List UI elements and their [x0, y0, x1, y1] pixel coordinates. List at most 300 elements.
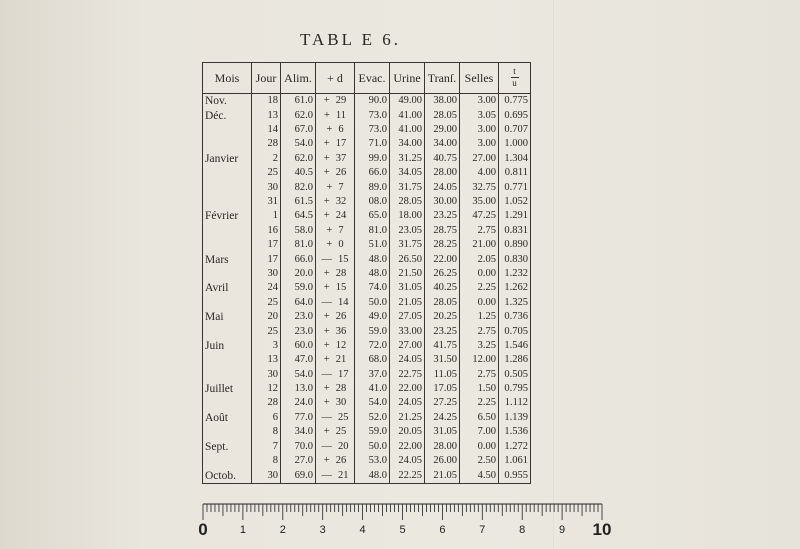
cell-alim: 24.0	[281, 396, 316, 410]
cell-sign: —	[321, 368, 332, 380]
table-row	[203, 425, 530, 439]
cell-sign: +	[326, 124, 333, 136]
cell-evac: 52.0	[355, 411, 390, 425]
cell-mois: Mars	[205, 253, 229, 266]
cell-urine: 24.05	[390, 454, 425, 468]
cell-urine: 21.25	[390, 411, 425, 425]
cell-selles: 1.50	[460, 382, 499, 396]
cell-sign: +	[326, 224, 333, 236]
cell-d: 37	[335, 152, 347, 164]
cell-alim: 34.0	[281, 425, 316, 439]
cell-jour: 2	[252, 152, 281, 166]
cell-alim: 47.0	[281, 353, 316, 367]
cell-sign: +	[323, 210, 330, 222]
cell-urine: 22.00	[390, 439, 425, 453]
cell-ratio: 0.830	[499, 252, 531, 266]
cell-mois: Avril	[205, 282, 229, 295]
cell-jour: 17	[252, 252, 281, 266]
page-fold	[553, 0, 555, 549]
header-transpiration: Tranſ.	[425, 63, 460, 94]
cell-jour: 28	[252, 396, 281, 410]
cell-mois	[203, 166, 252, 180]
cell-difference	[316, 224, 355, 238]
cell-jour: 13	[252, 108, 281, 122]
ruler-ticks	[200, 500, 605, 522]
cell-transp: 11.05	[425, 368, 460, 382]
cell-transp: 29.00	[425, 123, 460, 137]
cell-d: 15	[335, 282, 347, 294]
cell-evac: 73.0	[355, 123, 390, 137]
cell-mois	[203, 296, 252, 310]
table-row	[203, 382, 530, 396]
cell-evac: 53.0	[355, 454, 390, 468]
cell-urine: 41.00	[390, 108, 425, 122]
cell-mois	[203, 396, 252, 410]
cell-jour: 16	[252, 224, 281, 238]
cell-transp: 24.25	[425, 411, 460, 425]
cell-difference	[316, 267, 355, 281]
cell-transp: 28.25	[425, 238, 460, 252]
table-row	[203, 339, 530, 353]
cell-urine: 27.05	[390, 310, 425, 324]
cell-selles: 3.25	[460, 339, 499, 353]
cell-alim: 58.0	[281, 224, 316, 238]
cell-d: 20	[338, 440, 349, 452]
ruler-label: 8	[519, 524, 526, 536]
cell-transp: 30.00	[425, 195, 460, 209]
ruler-label: 9	[559, 524, 566, 536]
cell-evac: 68.0	[355, 353, 390, 367]
cell-jour: 6	[252, 411, 281, 425]
cell-transp: 40.75	[425, 152, 460, 166]
cell-mois: Nov.	[205, 95, 227, 108]
cell-evac: 73.0	[355, 108, 390, 122]
cell-transp: 24.05	[425, 180, 460, 194]
cell-mois: Février	[205, 210, 239, 223]
cell-transp: 34.00	[425, 137, 460, 151]
cell-transp: 26.25	[425, 267, 460, 281]
cell-sign: +	[326, 239, 333, 251]
cell-selles: 6.50	[460, 411, 499, 425]
cell-d: 24	[335, 210, 347, 222]
cell-selles: 3.05	[460, 108, 499, 122]
cell-ratio: 1.262	[499, 281, 531, 295]
cell-d: 14	[338, 296, 349, 308]
cell-urine: 33.00	[390, 324, 425, 338]
cell-jour: 3	[252, 339, 281, 353]
cell-d: 15	[338, 253, 349, 265]
data-table	[203, 63, 530, 483]
cell-urine: 20.05	[390, 425, 425, 439]
cell-evac: 71.0	[355, 137, 390, 151]
cell-transp: 28.00	[425, 166, 460, 180]
cell-transp: 28.05	[425, 108, 460, 122]
cell-selles: 2.25	[460, 396, 499, 410]
table-body	[203, 94, 530, 484]
cell-alim: 81.0	[281, 238, 316, 252]
cell-ratio: 0.831	[499, 224, 531, 238]
cell-sign: —	[321, 411, 332, 423]
cell-mois	[203, 238, 252, 252]
cell-selles: 27.00	[460, 152, 499, 166]
cell-difference	[316, 209, 355, 223]
cell-mois: Juillet	[205, 383, 234, 396]
cell-transp: 31.05	[425, 425, 460, 439]
cell-sign: +	[323, 397, 330, 409]
cell-jour: 30	[252, 468, 281, 483]
cell-sign: +	[323, 383, 330, 395]
cell-transp: 23.25	[425, 209, 460, 223]
table-row	[203, 411, 530, 425]
cell-d: 32	[335, 196, 347, 207]
cell-d: 11	[335, 109, 347, 121]
cell-mois: Déc.	[205, 109, 227, 122]
cell-alim: 77.0	[281, 411, 316, 425]
cell-jour: 25	[252, 324, 281, 338]
cell-selles: 47.25	[460, 209, 499, 223]
cell-urine: 24.05	[390, 353, 425, 367]
cell-alim: 54.0	[281, 137, 316, 151]
cell-ratio: 0.890	[499, 238, 531, 252]
cell-selles: 2.75	[460, 224, 499, 238]
cell-ratio: 0.695	[499, 108, 531, 122]
cell-d: 12	[335, 339, 347, 351]
cell-sign: +	[323, 325, 330, 337]
cell-jour: 24	[252, 281, 281, 295]
table-row	[203, 166, 530, 180]
cell-transp: 22.00	[425, 252, 460, 266]
cell-alim: 62.0	[281, 108, 316, 122]
cell-urine: 31.75	[390, 238, 425, 252]
cell-ratio: 1.546	[499, 339, 531, 353]
cell-d: 28	[335, 267, 347, 279]
header-evac: Evac.	[355, 63, 390, 94]
cell-ratio: 1.291	[499, 209, 531, 223]
cell-d: 30	[335, 397, 347, 409]
cell-ratio: 0.811	[499, 166, 531, 180]
cell-jour: 1	[252, 209, 281, 223]
cell-evac: 48.0	[355, 468, 390, 483]
cell-d: 25	[335, 426, 347, 438]
table-row	[203, 123, 530, 137]
cell-mois	[203, 454, 252, 468]
cell-alim: 40.5	[281, 166, 316, 180]
cell-mois: Juin	[205, 339, 225, 352]
cell-mois: Octob.	[205, 469, 236, 482]
cell-ratio: 1.232	[499, 267, 531, 281]
table-row	[203, 252, 530, 266]
cell-alim: 27.0	[281, 454, 316, 468]
cell-d: 17	[338, 368, 349, 380]
cell-d: 21	[335, 354, 347, 366]
cell-ratio: 1.304	[499, 152, 531, 166]
cell-difference	[316, 281, 355, 295]
cell-alim: 20.0	[281, 267, 316, 281]
cell-mois	[203, 425, 252, 439]
cell-alim: 23.0	[281, 324, 316, 338]
cell-ratio: 1.536	[499, 425, 531, 439]
cell-selles: 21.00	[460, 238, 499, 252]
cell-evac: 74.0	[355, 281, 390, 295]
cell-alim: 61.5	[281, 195, 316, 209]
cell-selles: 2.25	[460, 281, 499, 295]
cell-transp: 27.25	[425, 396, 460, 410]
cell-jour: 7	[252, 439, 281, 453]
cell-alim: 66.0	[281, 252, 316, 266]
cell-transp: 28.05	[425, 296, 460, 310]
cell-difference	[316, 180, 355, 194]
cell-sign: +	[323, 455, 330, 467]
table-row	[203, 238, 530, 252]
cell-alim: 54.0	[281, 368, 316, 382]
cell-d: 7	[338, 181, 344, 193]
cell-mois	[203, 267, 252, 281]
cell-evac: 50.0	[355, 439, 390, 453]
cell-urine: 34.00	[390, 137, 425, 151]
cell-difference	[316, 324, 355, 338]
table-row	[203, 152, 530, 166]
cell-mois: Août	[205, 411, 228, 424]
cell-difference	[316, 238, 355, 252]
cell-ratio: 1.000	[499, 137, 531, 151]
cell-sign: +	[323, 426, 330, 438]
cell-urine: 23.05	[390, 224, 425, 238]
cell-d: 28	[335, 383, 347, 395]
cell-d: 26	[335, 167, 347, 179]
ruler-label: 7	[479, 524, 486, 536]
cell-difference	[316, 468, 355, 483]
cell-sign: +	[323, 152, 330, 164]
cell-sign: —	[321, 253, 332, 265]
table-row	[203, 180, 530, 194]
table-row	[203, 267, 530, 281]
cell-selles: 12.00	[460, 353, 499, 367]
table-row	[203, 396, 530, 410]
cell-selles: 32.75	[460, 180, 499, 194]
cell-ratio: 1.052	[499, 195, 531, 209]
cell-difference	[316, 94, 355, 109]
cell-mois	[203, 224, 252, 238]
cell-evac: 66.0	[355, 166, 390, 180]
cell-alim: 59.0	[281, 281, 316, 295]
cell-alim: 61.0	[281, 94, 316, 109]
table-row	[203, 137, 530, 151]
cell-sign: +	[323, 95, 330, 107]
cell-jour: 31	[252, 195, 281, 209]
cell-sign: +	[323, 167, 330, 179]
cell-sign: —	[321, 296, 332, 308]
cell-ratio: 0.736	[499, 310, 531, 324]
cell-alim: 69.0	[281, 468, 316, 483]
cell-difference	[316, 252, 355, 266]
cell-transp: 23.25	[425, 324, 460, 338]
ruler-label: 5	[399, 524, 406, 536]
table-row	[203, 468, 530, 483]
cell-difference	[316, 439, 355, 453]
cell-alim: 23.0	[281, 310, 316, 324]
header-urine: Urine	[390, 63, 425, 94]
cell-evac: 90.0	[355, 94, 390, 109]
cell-jour: 30	[252, 267, 281, 281]
cell-ratio: 0.705	[499, 324, 531, 338]
cell-urine: 27.00	[390, 339, 425, 353]
cell-urine: 28.05	[390, 195, 425, 209]
cell-mois	[203, 353, 252, 367]
cell-evac: 65.0	[355, 209, 390, 223]
cell-ratio: 0.775	[499, 94, 531, 109]
cell-urine: 22.00	[390, 382, 425, 396]
cell-mois: Sept.	[205, 440, 229, 453]
cell-evac: 99.0	[355, 152, 390, 166]
cell-selles: 1.25	[460, 310, 499, 324]
cell-sign: +	[323, 282, 330, 294]
cell-selles: 3.00	[460, 123, 499, 137]
table-row	[203, 368, 530, 382]
cell-urine: 24.05	[390, 396, 425, 410]
cell-alim: 13.0	[281, 382, 316, 396]
cell-urine: 41.00	[390, 123, 425, 137]
cell-sign: +	[323, 339, 330, 351]
cell-ratio: 0.955	[499, 468, 531, 483]
cell-transp: 28.00	[425, 439, 460, 453]
cell-urine: 31.75	[390, 180, 425, 194]
cell-d: 29	[335, 95, 347, 107]
cell-transp: 38.00	[425, 94, 460, 109]
cell-alim: 82.0	[281, 180, 316, 194]
cell-urine: 22.25	[390, 468, 425, 483]
cell-evac: 48.0	[355, 267, 390, 281]
cell-evac: 08.0	[355, 195, 390, 209]
cell-d: 6	[338, 124, 344, 136]
cell-evac: 59.0	[355, 425, 390, 439]
cell-difference	[316, 137, 355, 151]
cell-evac: 51.0	[355, 238, 390, 252]
header-mois: Mois	[203, 63, 252, 94]
header-ratio	[499, 63, 531, 94]
table-row	[203, 296, 530, 310]
ruler-label: 2	[279, 524, 286, 536]
table-row	[203, 454, 530, 468]
cell-difference	[316, 353, 355, 367]
cell-ratio: 1.061	[499, 454, 531, 468]
cell-difference	[316, 166, 355, 180]
table-row	[203, 224, 530, 238]
cell-urine: 21.50	[390, 267, 425, 281]
cell-selles: 2.75	[460, 368, 499, 382]
cell-difference	[316, 123, 355, 137]
cell-evac: 37.0	[355, 368, 390, 382]
ratio-denominator: u	[512, 77, 517, 88]
cell-urine: 31.25	[390, 152, 425, 166]
cell-ratio: 1.112	[499, 396, 531, 410]
cell-mois: Janvier	[205, 152, 239, 165]
cell-difference	[316, 425, 355, 439]
cell-evac: 54.0	[355, 396, 390, 410]
header-alim: Alim.	[281, 63, 316, 94]
cell-selles: 2.50	[460, 454, 499, 468]
cell-ratio: 1.286	[499, 353, 531, 367]
cell-urine: 22.75	[390, 368, 425, 382]
table-row	[203, 94, 530, 109]
cell-sign: +	[323, 311, 330, 323]
cell-selles: 7.00	[460, 425, 499, 439]
ruler-label: 3	[319, 524, 326, 536]
cell-urine: 21.05	[390, 296, 425, 310]
cell-evac: 50.0	[355, 296, 390, 310]
cell-transp: 40.25	[425, 281, 460, 295]
cell-sign: —	[321, 440, 332, 452]
cell-urine: 31.05	[390, 281, 425, 295]
cell-difference	[316, 368, 355, 382]
cell-sign: +	[323, 354, 330, 366]
cell-ratio: 0.771	[499, 180, 531, 194]
cell-mois	[203, 195, 252, 209]
cell-evac: 81.0	[355, 224, 390, 238]
ruler-label: 10	[592, 520, 612, 539]
table-title: TABL E 6.	[300, 30, 402, 49]
cell-transp: 21.05	[425, 468, 460, 483]
ratio-fraction	[511, 67, 519, 88]
ruler-label: 6	[439, 524, 446, 536]
cell-evac: 89.0	[355, 180, 390, 194]
cell-d: 17	[335, 138, 347, 150]
cell-ratio: 1.272	[499, 439, 531, 453]
table-row	[203, 108, 530, 122]
cell-difference	[316, 454, 355, 468]
cell-selles: 2.75	[460, 324, 499, 338]
cell-difference	[316, 108, 355, 122]
cell-mois: Mai	[205, 311, 224, 324]
header-difference: + d	[316, 63, 355, 94]
cell-d: 21	[338, 469, 349, 481]
cell-jour: 13	[252, 353, 281, 367]
cell-urine: 26.50	[390, 252, 425, 266]
cell-selles: 35.00	[460, 195, 499, 209]
cell-d: 25	[338, 411, 349, 423]
cell-selles: 0.00	[460, 267, 499, 281]
cell-selles: 3.00	[460, 94, 499, 109]
cell-difference	[316, 339, 355, 353]
cell-urine: 18.00	[390, 209, 425, 223]
cell-sign: +	[323, 109, 330, 121]
ruler-label: 1	[239, 524, 246, 536]
cell-jour: 12	[252, 382, 281, 396]
cell-alim: 62.0	[281, 152, 316, 166]
table-row	[203, 195, 530, 209]
cell-transp: 26.00	[425, 454, 460, 468]
scale-ruler	[198, 500, 612, 546]
cell-selles: 0.00	[460, 296, 499, 310]
cell-d: 7	[338, 224, 344, 236]
cell-alim: 64.5	[281, 209, 316, 223]
cell-mois	[203, 368, 252, 382]
table-row	[203, 324, 530, 338]
cell-mois	[203, 180, 252, 194]
cell-jour: 17	[252, 238, 281, 252]
cell-difference	[316, 411, 355, 425]
cell-difference	[316, 296, 355, 310]
cell-mois	[203, 324, 252, 338]
table-row	[203, 310, 530, 324]
header-selles: Selles	[460, 63, 499, 94]
cell-d: 26	[335, 455, 347, 467]
cell-difference	[316, 382, 355, 396]
cell-jour: 25	[252, 296, 281, 310]
table-row	[203, 353, 530, 367]
cell-selles: 2.05	[460, 252, 499, 266]
cell-alim: 70.0	[281, 439, 316, 453]
cell-transp: 17.05	[425, 382, 460, 396]
